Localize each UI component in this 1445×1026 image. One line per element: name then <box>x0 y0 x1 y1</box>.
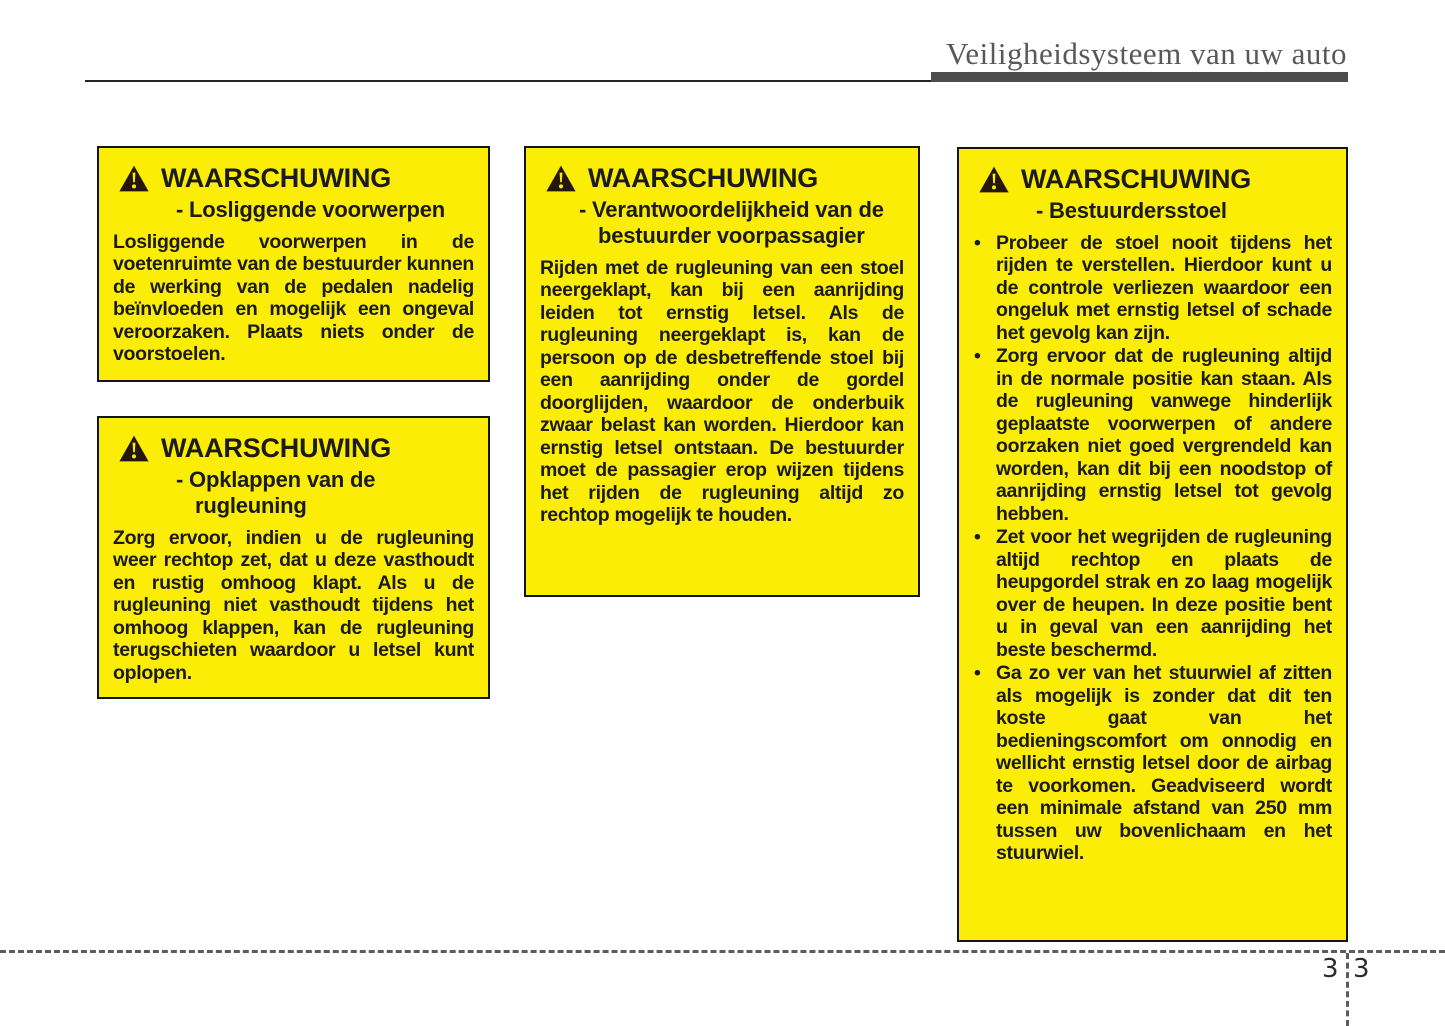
warning-box-verantwoordelijkheid <box>524 146 920 597</box>
warning-box-bestuurdersstoel <box>957 147 1348 942</box>
warning-triangle-icon <box>546 165 576 192</box>
page-number-chapter: 3 <box>1322 954 1339 984</box>
warning-body-text: Zorg ervoor, indien u de rugleuning weer rechtop zet, dat u deze vasthoudt en rustig omhoog klapt. Als u de rugleuning niet vasthoudt tijdens het omhoog klappen, kan de rugleuning terugschieten waardoor u letsel kunt oplopen. <box>113 526 474 684</box>
warning-subtitle: - Opklappen van de rugleuning <box>176 467 376 518</box>
page-title: Veiligheidsysteem van uw auto <box>945 36 1347 71</box>
header-rule-thick <box>931 72 1348 82</box>
warning-title: WAARSCHUWING <box>588 163 819 193</box>
warning-box-losliggende-voorwerpen <box>97 146 490 382</box>
warning-subtitle: - Bestuurdersstoel <box>1036 198 1227 223</box>
warning-header <box>119 433 474 464</box>
header-rule-thin <box>85 80 931 82</box>
footer-dashed-rule <box>0 950 1445 953</box>
warning-header <box>546 163 904 194</box>
warning-bullet: • Zorg ervoor dat de rugleuning altijd in de normale positie kan staan. Als de rugleuning vanwege hinderlijk geplaatste voorwerpen of andere oorzaken niet goed vergrendeld kan worden, kan dit bij een noodstop of aanrijding ernstig letsel tot gevolg hebben. <box>973 345 1332 525</box>
warning-bullet: • Ga zo ver van het stuurwiel af zitten als mogelijk is zonder dat dit ten koste gaat van het bedieningscomfort om onnodig en wellicht ernstig letsel door de airbag te voorkomen. Geadviseerd wordt een minimale afstand van 250 mm tussen uw bovenlichaam en het stuurwiel. <box>973 662 1332 865</box>
warning-subtitle: - Verantwoordelijkheid van de bestuurder voorpassagier <box>579 197 884 248</box>
warning-title: WAARSCHUWING <box>161 163 392 193</box>
warning-box-opklappen-rugleuning <box>97 416 490 699</box>
page-number-page: 3 <box>1353 954 1370 984</box>
warning-header <box>119 163 474 194</box>
warning-title: WAARSCHUWING <box>161 433 392 463</box>
warning-triangle-icon <box>979 166 1009 193</box>
warning-bullet: • Zet voor het wegrijden de rugleuning altijd rechtop en plaats de heupgordel strak en zo laag mogelijk over de heupen. In deze positie bent u in geval van een aanrijding het beste beschermd. <box>973 526 1332 661</box>
warning-bullet-list <box>973 232 1332 865</box>
warning-bullet: • Probeer de stoel nooit tijdens het rijden te verstellen. Hierdoor kunt u de controle verliezen waardoor een ongeluk met ernstig letsel of schade het gevolg kan zijn. <box>973 232 1332 345</box>
warning-title: WAARSCHUWING <box>1021 164 1252 194</box>
warning-body-text: Losliggende voorwerpen in de voetenruimte van de bestuurder kunnen de werking van de pedalen nadelig beïnvloeden en mogelijk een ongeval veroorzaken. Plaats niets onder de voorstoelen. <box>113 230 474 366</box>
warning-triangle-icon <box>119 435 149 462</box>
warning-subtitle: - Losliggende voorwerpen <box>176 197 446 222</box>
warning-body-text: Rijden met de rugleuning van een stoel neergeklapt, kan bij een aanrijding leiden tot ernstig letsel. Als de rugleuning neergeklapt is, kan de persoon op de desbetreffende stoel bij een aanrijding onder de gordel doorglijden, waardoor de onderbuik zwaar belast kan worden. Hierdoor kan ernstig letsel ontstaan. De bestuurder moet de passagier erop wijzen tijdens het rijden de rugleuning altijd zo rechtop mogelijk te houden. <box>540 256 904 527</box>
warning-triangle-icon <box>119 165 149 192</box>
footer-dashed-divider <box>1346 953 1349 1026</box>
warning-header <box>979 164 1332 195</box>
